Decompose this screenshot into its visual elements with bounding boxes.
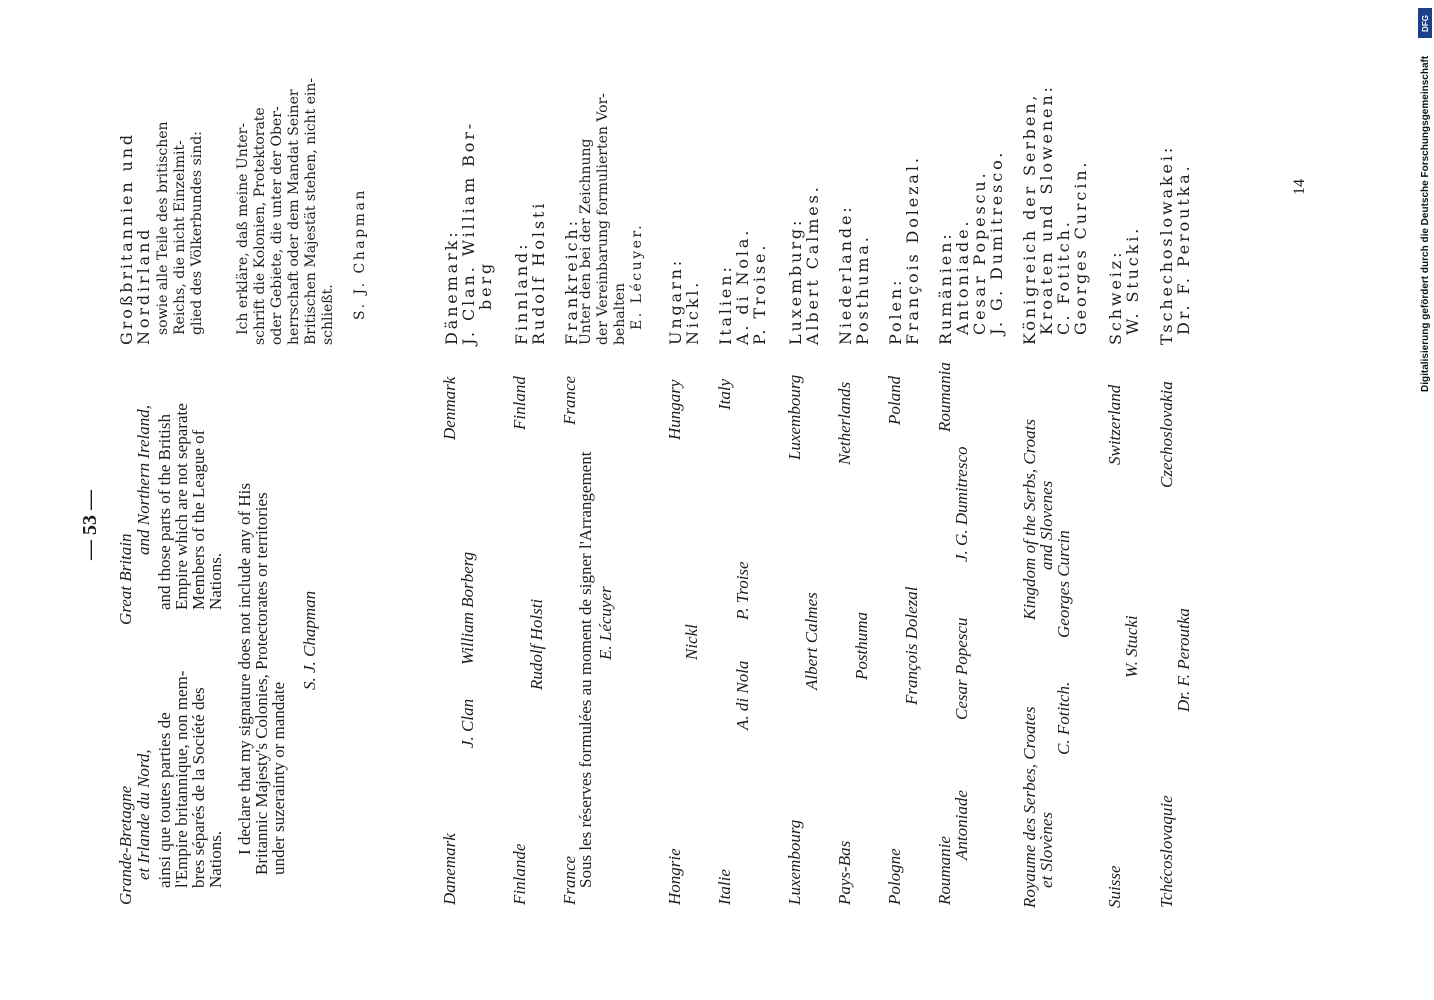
serbes-de-2: Kroaten und Slowenen: [1037, 84, 1056, 335]
serbes-fr-1: Royaume des Serbes, Croates [1020, 706, 1039, 908]
italy-en-label: Italy [715, 378, 734, 410]
luxembourg-fr-label: Luxembourg [785, 819, 804, 905]
netherlands-de-sig: Posthuma. [853, 234, 872, 345]
gb-de-declare-2: schrift die Kolonien, Protektorate [252, 107, 268, 345]
tchecoslovaquie-de-sig: Dr. F. Peroutka. [1174, 163, 1193, 335]
gb-de-declare-1: Ich erkläre, daß meine Unter- [235, 122, 251, 335]
gb-declare-1: I declare that my signature does not include any of His [235, 483, 254, 855]
suisse-sig: W. Stucki [1122, 615, 1141, 678]
roumanie-sig-1: Antoniade [952, 790, 971, 860]
serbes-sig-1: C. Fotitch. [1054, 681, 1073, 755]
denmark-fr-label: Danemark [440, 833, 459, 905]
gb-de-declare-3: oder Gebiete, die unter der Ober- [269, 106, 285, 345]
france-fr-reserve: Sous les réserves formulées au moment de signer l'Arrangement [576, 451, 595, 888]
netherlands-de-label: Niederlande: [836, 204, 855, 345]
france-fr-label: France [560, 855, 579, 905]
gb-de-body-2: Reichs, die nicht Einzelmit- [172, 140, 188, 335]
gb-en-body-4: Nations. [206, 552, 225, 610]
serbes-de-3: C. Fotitch. [1054, 219, 1073, 335]
footer-page-number: 14 [1291, 179, 1308, 195]
roumanie-sig-3: J. G. Dumitresco [952, 446, 971, 562]
roumanie-fr-label: Roumanie [935, 836, 954, 905]
suisse-fr-label: Suisse [1105, 865, 1124, 908]
tchecoslovaquie-en-label: Czechoslovakia [1157, 381, 1176, 488]
france-de-2: der Vereinbarung formulierten Vor- [595, 93, 611, 345]
france-de-label: Frankreich: [562, 218, 581, 345]
serbes-en-2: and Slovenes [1037, 480, 1056, 570]
serbes-sig-2: Georges Curcin [1054, 530, 1073, 638]
suisse-en-label: Switzerland [1105, 384, 1124, 465]
france-de-3: behalten [612, 282, 628, 345]
gb-declare-3: under suzerainty or mandate [269, 681, 288, 875]
denmark-en-label: Denmark [440, 376, 459, 440]
hungary-fr-label: Hongrie [665, 848, 684, 905]
gb-en-title-2: and Northern Ireland, [134, 404, 153, 555]
luxembourg-sig: Albert Calmes [802, 592, 821, 690]
digitization-notice: Digitalisierung gefördert durch die Deutsche Forschungsgemeinschaft [1420, 55, 1431, 392]
netherlands-fr-label: Pays-Bas [835, 840, 854, 905]
luxembourg-de-sig: Albert Calmes. [803, 184, 822, 345]
italy-sig-2: P. Troise [733, 561, 752, 620]
roumanie-sig-2: Cesar Popescu [952, 617, 971, 720]
serbes-fr-2: et Slovènes [1037, 812, 1056, 888]
gb-signatory: S. J. Chapman [300, 590, 319, 690]
tchecoslovaquie-fr-label: Tchécoslovaquie [1157, 795, 1176, 908]
finland-sig: Rudolf Holsti [527, 598, 546, 690]
netherlands-sig: Posthuma [852, 612, 871, 680]
gb-de-body-3: glied des Völkerbundes sind: [189, 131, 205, 335]
finland-de-label: Finnland: [512, 241, 531, 345]
gb-en-body-2: Empire which are not separate [172, 403, 191, 610]
roumanie-de-2: Cesar Popescu. [970, 170, 989, 335]
gb-en-body-1: and those parts of the British [155, 414, 174, 610]
gb-fr-body-4: Nations. [206, 830, 225, 888]
italy-de-sig-1: A. di Nola. [733, 227, 752, 345]
roumanie-de-label: Rumänien: [936, 231, 955, 345]
poland-de-label: Polen: [886, 277, 905, 345]
gb-declare-2: Britannic Majesty's Colonies, Protectorates or territories [252, 492, 271, 875]
italy-de-sig-2: P. Troise. [750, 242, 769, 345]
page-number: — 53 — [79, 490, 101, 560]
serbes-de-1: Königreich der Serben, [1020, 92, 1039, 345]
gb-de-declare-5: Britischen Majestät stehen, nicht ein- [303, 77, 319, 345]
roumanie-de-1: Antoniade. [953, 218, 972, 335]
gb-de-signatory: S. J. Chapman [352, 188, 368, 320]
denmark-sig-2: William Borberg [458, 551, 477, 665]
serbes-de-4: Georges Curcin. [1071, 159, 1090, 335]
finland-en-label: Finland [510, 376, 529, 430]
gb-fr-body-2: l'Empire britannique, non mem- [172, 670, 191, 888]
denmark-de-sig-2: berg [476, 260, 495, 310]
gb-de-declare-4: herrschaft oder dem Mandat Seiner [286, 89, 302, 345]
netherlands-en-label: Netherlands [835, 381, 854, 465]
tchecoslovaquie-de-label: Tschechoslowakei: [1157, 144, 1176, 345]
luxembourg-en-label: Luxembourg [785, 374, 804, 460]
suisse-de-sig: W. Stucki. [1123, 225, 1142, 335]
tchecoslovaquie-sig: Dr. F. Peroutka [1174, 608, 1193, 712]
italy-de-label: Italien: [716, 264, 735, 345]
dfg-logo [1418, 8, 1432, 38]
poland-en-label: Poland [885, 375, 904, 425]
gb-de-body-1: sowie alle Teile des britischen [155, 121, 171, 335]
finland-de-sig: Rudolf Holsti [529, 200, 548, 345]
gb-de-title-2: Nordirland [134, 226, 153, 345]
luxembourg-de-label: Luxemburg: [786, 217, 805, 345]
france-en-label: France [560, 375, 579, 425]
poland-fr-label: Pologne [885, 848, 904, 905]
gb-en-body-3: Members of the League of [189, 429, 208, 610]
france-de-1: Unter den bei der Zeichnung [578, 138, 594, 345]
hungary-en-label: Hungary [665, 379, 684, 440]
dfg-logo-text: DFG [1420, 14, 1430, 32]
hungary-de-label: Ungarn: [666, 257, 685, 345]
gb-fr-title-2: et Irlande du Nord, [134, 749, 153, 880]
gb-de-declare-6: schließt. [320, 284, 336, 345]
roumanie-de-3: J. G. Dumitresco. [987, 149, 1006, 335]
france-de-sig: E. Lécuyer. [629, 222, 645, 330]
poland-de-sig: François Dolezal. [903, 155, 922, 345]
hungary-de-sig: Nickl. [683, 279, 702, 345]
gb-fr-title-1: Grande-Bretagne [116, 785, 135, 905]
gb-fr-body-1: ainsi que toutes parties de [155, 712, 174, 888]
france-sig: E. Lécuyer [596, 586, 615, 660]
suisse-de-label: Schweiz: [1106, 249, 1125, 345]
denmark-de-sig-1: J. Clan. William Bor- [459, 120, 478, 345]
italy-fr-label: Italie [715, 869, 734, 905]
finland-fr-label: Finlande [510, 843, 529, 905]
denmark-sig-1: J. Clan [458, 698, 477, 748]
gb-en-title-1: Great Britain [116, 533, 135, 625]
gb-fr-body-3: bres séparés de la Société des [189, 687, 208, 888]
italy-sig-1: A. di Nola [733, 660, 752, 730]
roumanie-en-label: Roumania [935, 362, 954, 432]
denmark-de-label: Dänemark: [442, 229, 461, 345]
poland-sig: François Dolezal [902, 586, 921, 705]
hungary-sig: Nickl [682, 624, 701, 660]
gb-de-title-1: Großbritannien und [117, 131, 136, 345]
serbes-en-1: Kingdom of the Serbs, Croats [1020, 418, 1039, 620]
